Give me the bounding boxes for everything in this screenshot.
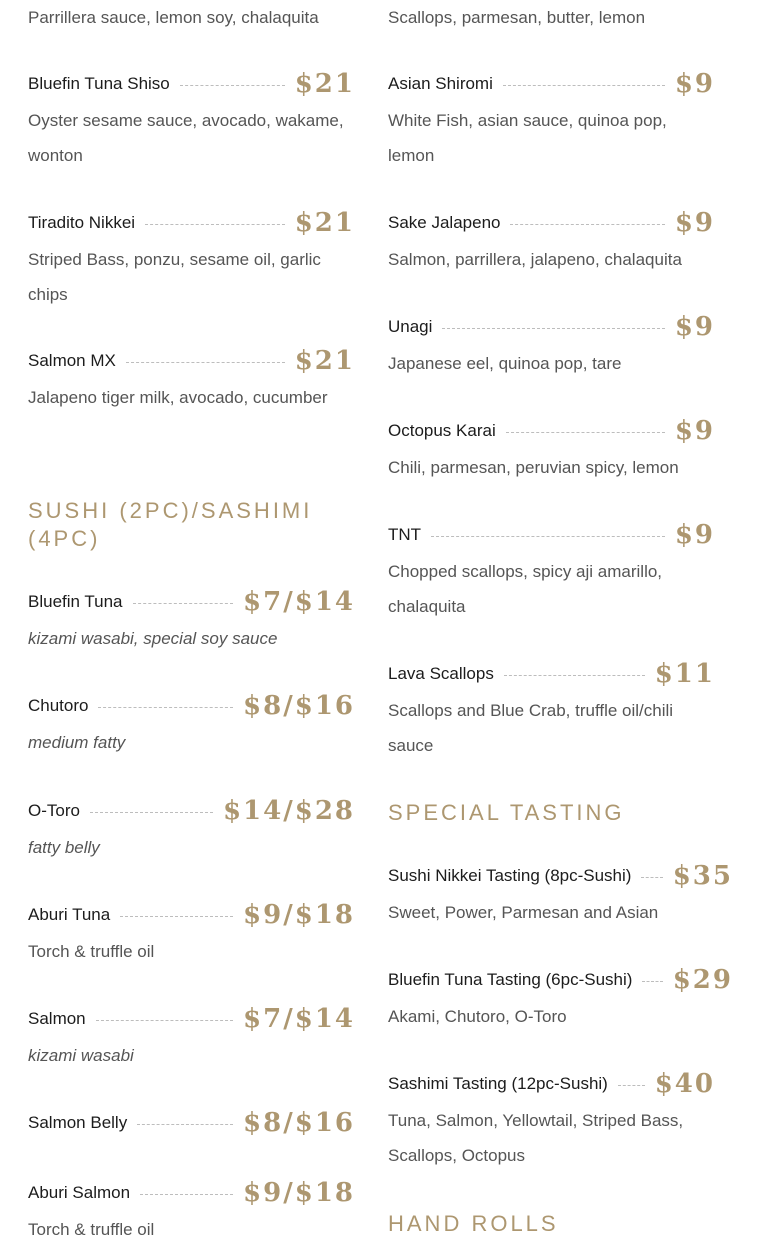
item-description: Torch & truffle oil — [28, 1220, 155, 1239]
item-name: Tiradito Nikkei — [28, 213, 136, 232]
item-name: Salmon MX — [28, 351, 116, 370]
menu-item — [388, 962, 733, 1035]
menu-item — [388, 413, 715, 486]
dotted-leader — [137, 1124, 233, 1125]
item-name: Bluefin Tuna Shiso — [28, 74, 170, 93]
item-name: Sashimi Tasting (12pc-Sushi) — [388, 1074, 608, 1093]
item-price: $14/$28 — [222, 796, 355, 826]
item-description: Japanese eel, quinoa pop, tare — [388, 354, 622, 373]
menu-item — [388, 309, 715, 382]
dotted-leader — [98, 707, 233, 708]
item-price: $9 — [674, 69, 715, 99]
item-description: Akami, Chutoro, O-Toro — [388, 1007, 567, 1026]
item-description: Chili, parmesan, peruvian spicy, lemon — [388, 458, 679, 477]
item-price: $7/$14 — [243, 587, 355, 617]
item-price: $9 — [674, 520, 715, 550]
item-description: kizami wasabi, special soy sauce — [28, 629, 278, 648]
menu-item — [28, 1175, 355, 1248]
item-name: Asian Shiromi — [388, 74, 493, 93]
section-title-special-tasting: SPECIAL TASTING — [388, 800, 625, 825]
item-name: Bluefin Tuna — [28, 592, 123, 611]
item-description: Striped Bass, ponzu, sesame oil, garlic chips — [28, 250, 321, 304]
menu-item — [28, 897, 355, 970]
item-price: $35 — [672, 861, 733, 891]
item-price: $8/$16 — [243, 1108, 355, 1138]
dotted-leader — [140, 1194, 233, 1195]
item-price: $21 — [294, 69, 355, 99]
item-name: Salmon — [28, 1009, 86, 1028]
dotted-leader — [641, 877, 662, 878]
menu-item — [28, 1105, 355, 1141]
dotted-leader — [618, 1085, 645, 1086]
menu-item — [28, 66, 355, 173]
dotted-leader — [510, 224, 664, 225]
menu-item — [388, 205, 715, 278]
dotted-leader — [642, 981, 662, 982]
item-name: Bluefin Tuna Tasting (6pc-Sushi) — [388, 970, 633, 989]
item-description: Chopped scallops, spicy aji amarillo, chalaquita — [388, 562, 663, 616]
item-price: $9/$18 — [243, 900, 355, 930]
item-description: Scallops, parmesan, butter, lemon — [388, 8, 646, 27]
menu-item — [28, 1001, 355, 1074]
item-name: Octopus Karai — [388, 421, 496, 440]
menu-item — [388, 858, 733, 931]
item-name: TNT — [388, 525, 422, 544]
dotted-leader — [180, 85, 285, 86]
menu-item — [388, 517, 715, 624]
item-description: Sweet, Power, Parmesan and Asian — [388, 903, 659, 922]
item-description: fatty belly — [28, 838, 100, 857]
item-price: $9/$18 — [243, 1178, 355, 1208]
menu-item — [28, 343, 355, 416]
item-name: Aburi Tuna — [28, 905, 111, 924]
item-description: kizami wasabi — [28, 1046, 134, 1065]
dotted-leader — [503, 85, 665, 86]
dotted-leader — [145, 224, 285, 225]
item-price: $9 — [674, 208, 715, 238]
dotted-leader — [133, 603, 234, 604]
item-description: White Fish, asian sauce, quinoa pop, lemon — [388, 111, 667, 165]
item-price: $8/$16 — [243, 691, 355, 721]
section-title-hand-rolls: HAND ROLLS — [388, 1211, 559, 1236]
section-title-sushi: SUSHI (2PC)/SASHIMI (4PC) — [28, 498, 313, 551]
item-price: $21 — [294, 346, 355, 376]
dotted-leader — [442, 328, 664, 329]
dotted-leader — [90, 812, 213, 813]
item-name: Unagi — [388, 317, 433, 336]
item-description: Oyster sesame sauce, avocado, wakame, wonton — [28, 111, 344, 165]
item-price: $21 — [294, 208, 355, 238]
dotted-leader — [120, 916, 233, 917]
item-description: Torch & truffle oil — [28, 942, 155, 961]
item-price: $9 — [674, 416, 715, 446]
item-price: $11 — [654, 659, 715, 689]
dotted-leader — [506, 432, 665, 433]
item-description: Salmon, parrillera, jalapeno, chalaquita — [388, 250, 682, 269]
item-name: Sake Jalapeno — [388, 213, 501, 232]
item-description: Tuna, Salmon, Yellowtail, Striped Bass, Scallops, Octopus — [388, 1111, 684, 1165]
item-description: Jalapeno tiger milk, avocado, cucumber — [28, 388, 328, 407]
menu-item — [388, 656, 715, 763]
item-price: $7/$14 — [243, 1004, 355, 1034]
menu-item — [388, 66, 715, 173]
item-name: Chutoro — [28, 696, 89, 715]
item-name: Lava Scallops — [388, 664, 494, 683]
item-price: $29 — [672, 965, 733, 995]
item-description: medium fatty — [28, 733, 126, 752]
dotted-leader — [431, 536, 665, 537]
item-price: $40 — [654, 1069, 715, 1099]
menu-item — [28, 205, 355, 312]
item-name: Aburi Salmon — [28, 1183, 131, 1202]
dotted-leader — [126, 362, 285, 363]
item-price: $9 — [674, 312, 715, 342]
item-description: Parrillera sauce, lemon soy, chalaquita — [28, 8, 319, 27]
item-description: Scallops and Blue Crab, truffle oil/chili sauce — [388, 701, 674, 755]
item-name: O-Toro — [28, 801, 80, 820]
menu-item — [28, 793, 355, 866]
item-name: Sushi Nikkei Tasting (8pc-Sushi) — [388, 866, 632, 885]
menu-item — [388, 1066, 715, 1173]
dotted-leader — [504, 675, 645, 676]
menu-item — [28, 584, 355, 657]
dotted-leader — [96, 1020, 233, 1021]
menu-item — [28, 688, 355, 761]
item-name: Salmon Belly — [28, 1113, 128, 1132]
